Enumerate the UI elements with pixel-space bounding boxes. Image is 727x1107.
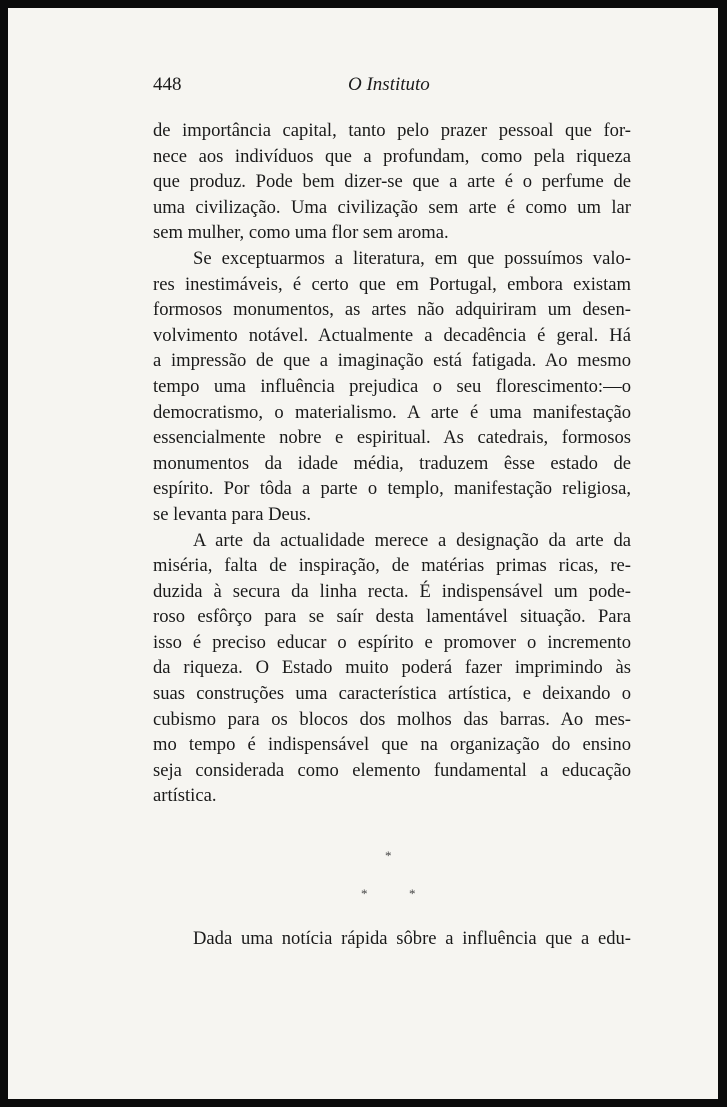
text-line: essencialmente nobre e espiritual. As catedrais, formosos: [153, 427, 631, 449]
text-line: se levanta para Deus.: [153, 503, 311, 525]
text-line: Se exceptuarmos a literatura, em que possuímos valo-: [193, 247, 631, 269]
text-line: tempo uma influência prejudica o seu florescimento:—o: [153, 375, 631, 397]
text-line: monumentos da idade média, traduzem êsse estado de: [153, 452, 631, 474]
text-line: mo tempo é indispensável que na organização do ensino: [153, 734, 631, 756]
page-header: [153, 74, 631, 104]
text-line: cubismo para os blocos dos molhos das barras. Ao mes-: [153, 708, 631, 730]
text-line: formosos monumentos, as artes não adquiriram um desen-: [153, 299, 631, 321]
asterism-star: *: [361, 886, 368, 901]
text-line: miséria, falta de inspiração, de matérias primas ricas, re-: [153, 555, 631, 577]
text-line: a impressão de que a imaginação está fatigada. Ao mesmo: [153, 350, 631, 372]
asterism-star: *: [409, 886, 416, 901]
text-line: A arte da actualidade merece a designação da arte da: [193, 529, 631, 551]
asterism-star: *: [385, 848, 392, 863]
final-line: Dada uma notícia rápida sôbre a influência que a edu-: [193, 928, 631, 949]
text-line: artística.: [153, 785, 217, 807]
text-line: que produz. Pode bem dizer-se que a arte é o perfume de: [153, 171, 631, 193]
text-line: democratismo, o materialismo. A arte é uma manifestação: [153, 401, 631, 423]
book-page: [8, 8, 718, 1099]
text-line: espírito. Por tôda a parte o templo, manifestação religiosa,: [153, 478, 631, 500]
running-title: O Instituto: [348, 74, 430, 95]
text-line: isso é preciso educar o espírito e promover o incremento: [153, 631, 631, 653]
text-line: nece aos indivíduos que a profundam, como pela riqueza: [153, 145, 631, 167]
body-text: [153, 118, 631, 809]
text-line: sem mulher, como uma flor sem aroma.: [153, 222, 449, 244]
text-line: suas construções uma característica artística, e deixando o: [153, 683, 631, 705]
text-line: seja considerada como elemento fundamental a educação: [153, 759, 631, 781]
paragraph: [153, 118, 631, 246]
text-line: de importância capital, tanto pelo prazer pessoal que for-: [153, 120, 631, 141]
page-number: 448: [153, 74, 182, 95]
text-line: da riqueza. O Estado muito poderá fazer imprimindo às: [153, 657, 631, 679]
text-line: uma civilização. Uma civilização sem arte é como um lar: [153, 196, 631, 218]
paragraphs: [153, 118, 631, 809]
text-line: volvimento notável. Actualmente a decadência é geral. Há: [153, 324, 631, 346]
asterism: [153, 848, 631, 908]
paragraph: [153, 528, 631, 810]
text-line: duzida à secura da linha recta. É indispensável um pode-: [153, 580, 631, 602]
paragraph: [153, 246, 631, 528]
text-line: roso esfôrço para se saír desta lamentável situação. Para: [153, 606, 631, 628]
text-line: res inestimáveis, é certo que em Portugal, embora existam: [153, 273, 631, 295]
